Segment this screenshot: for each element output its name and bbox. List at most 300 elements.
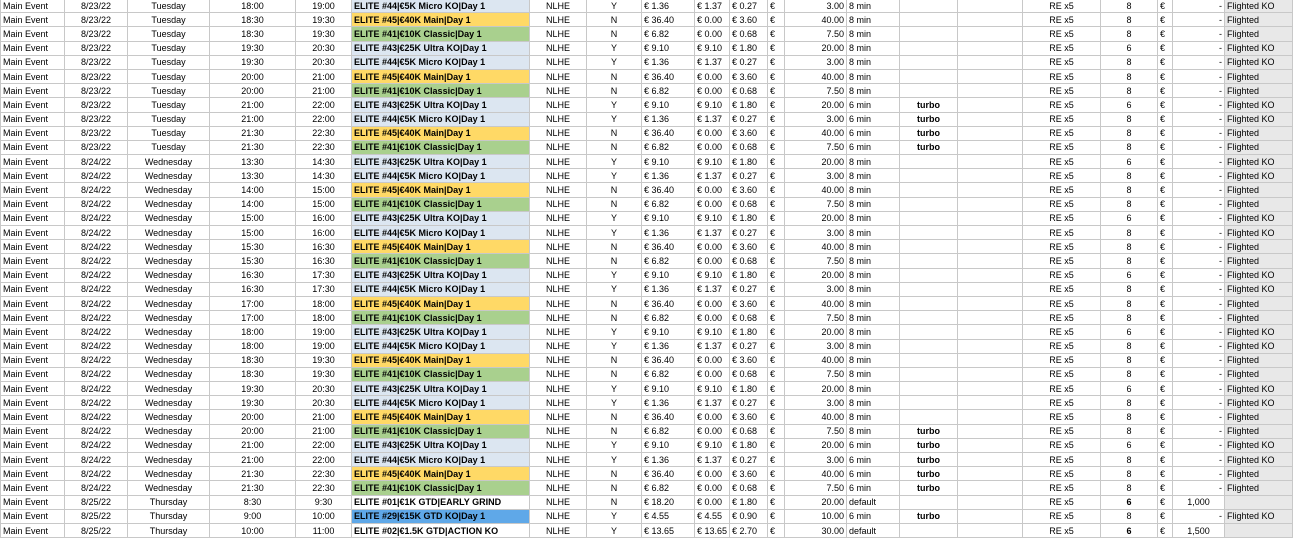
category-cell[interactable]: Main Event xyxy=(1,509,65,523)
prize-cell[interactable]: 3.00 xyxy=(785,0,847,13)
type-cell[interactable]: Flighted KO xyxy=(1225,155,1293,169)
weekday-cell[interactable]: Thursday xyxy=(128,495,210,509)
fee-cell[interactable]: € 0.00 xyxy=(695,140,730,154)
reentry-flag-cell[interactable]: N xyxy=(587,495,642,509)
currency-cell[interactable]: € xyxy=(768,509,785,523)
fee-cell[interactable]: € 0.00 xyxy=(695,424,730,438)
reentry-cell[interactable]: RE x5 xyxy=(1023,27,1101,41)
currency-cell-2[interactable]: € xyxy=(1158,424,1173,438)
prize-cell[interactable]: 10.00 xyxy=(785,509,847,523)
end-time-cell[interactable]: 19:30 xyxy=(296,13,352,27)
bounty-cell[interactable]: € 0.27 xyxy=(730,453,768,467)
reentry-cell[interactable]: RE x5 xyxy=(1023,0,1101,13)
reentry-cell[interactable]: RE x5 xyxy=(1023,339,1101,353)
start-time-cell[interactable]: 15:00 xyxy=(210,211,296,225)
game-cell[interactable]: NLHE xyxy=(530,98,587,112)
fee-cell[interactable]: € 0.00 xyxy=(695,481,730,495)
late-reg-cell[interactable]: 6 min xyxy=(847,467,900,481)
event-name-cell[interactable]: ELITE #41|€10K Classic|Day 1 xyxy=(352,197,530,211)
buyin-cell[interactable]: € 36.40 xyxy=(642,13,695,27)
late-reg-cell[interactable]: 8 min xyxy=(847,311,900,325)
fee-cell[interactable]: € 0.00 xyxy=(695,467,730,481)
blank-cell[interactable] xyxy=(958,240,1023,254)
buyin-cell[interactable]: € 36.40 xyxy=(642,353,695,367)
event-name-cell[interactable]: ELITE #45|€40K Main|Day 1 xyxy=(352,183,530,197)
end-time-cell[interactable]: 19:30 xyxy=(296,367,352,381)
blank-cell[interactable] xyxy=(958,410,1023,424)
start-time-cell[interactable]: 18:30 xyxy=(210,353,296,367)
end-time-cell[interactable]: 22:00 xyxy=(296,453,352,467)
seats-cell[interactable]: 6 xyxy=(1101,438,1158,452)
game-cell[interactable]: NLHE xyxy=(530,424,587,438)
type-cell[interactable]: Flighted KO xyxy=(1225,112,1293,126)
late-reg-cell[interactable]: default xyxy=(847,523,900,537)
buyin-cell[interactable]: € 1.36 xyxy=(642,112,695,126)
buyin-cell[interactable]: € 6.82 xyxy=(642,311,695,325)
blank-cell[interactable] xyxy=(958,495,1023,509)
event-name-cell[interactable]: ELITE #45|€40K Main|Day 1 xyxy=(352,69,530,83)
start-time-cell[interactable]: 18:00 xyxy=(210,0,296,13)
start-time-cell[interactable]: 18:30 xyxy=(210,27,296,41)
currency-cell-2[interactable]: € xyxy=(1158,382,1173,396)
reentry-flag-cell[interactable]: Y xyxy=(587,98,642,112)
prize-cell[interactable]: 40.00 xyxy=(785,410,847,424)
game-cell[interactable]: NLHE xyxy=(530,226,587,240)
currency-cell-2[interactable]: € xyxy=(1158,509,1173,523)
fee-cell[interactable]: € 0.00 xyxy=(695,311,730,325)
guarantee-cell[interactable]: - xyxy=(1173,339,1225,353)
buyin-cell[interactable]: € 6.82 xyxy=(642,197,695,211)
reentry-flag-cell[interactable]: Y xyxy=(587,226,642,240)
currency-cell[interactable]: € xyxy=(768,183,785,197)
guarantee-cell[interactable]: - xyxy=(1173,155,1225,169)
weekday-cell[interactable]: Tuesday xyxy=(128,112,210,126)
category-cell[interactable]: Main Event xyxy=(1,0,65,13)
reentry-flag-cell[interactable]: N xyxy=(587,240,642,254)
speed-cell[interactable] xyxy=(900,311,958,325)
bounty-cell[interactable]: € 0.68 xyxy=(730,424,768,438)
category-cell[interactable]: Main Event xyxy=(1,367,65,381)
currency-cell[interactable]: € xyxy=(768,112,785,126)
start-time-cell[interactable]: 14:00 xyxy=(210,197,296,211)
buyin-cell[interactable]: € 6.82 xyxy=(642,84,695,98)
reentry-flag-cell[interactable]: N xyxy=(587,183,642,197)
type-cell[interactable]: Flighted xyxy=(1225,424,1293,438)
type-cell[interactable]: Flighted xyxy=(1225,84,1293,98)
prize-cell[interactable]: 20.00 xyxy=(785,382,847,396)
end-time-cell[interactable]: 20:30 xyxy=(296,55,352,69)
game-cell[interactable]: NLHE xyxy=(530,240,587,254)
late-reg-cell[interactable]: 6 min xyxy=(847,112,900,126)
buyin-cell[interactable]: € 1.36 xyxy=(642,55,695,69)
blank-cell[interactable] xyxy=(958,140,1023,154)
currency-cell-2[interactable]: € xyxy=(1158,183,1173,197)
guarantee-cell[interactable]: - xyxy=(1173,396,1225,410)
type-cell[interactable]: Flighted KO xyxy=(1225,382,1293,396)
currency-cell-2[interactable]: € xyxy=(1158,325,1173,339)
start-time-cell[interactable]: 16:30 xyxy=(210,268,296,282)
late-reg-cell[interactable]: 6 min xyxy=(847,509,900,523)
late-reg-cell[interactable]: 8 min xyxy=(847,382,900,396)
category-cell[interactable]: Main Event xyxy=(1,424,65,438)
late-reg-cell[interactable]: 8 min xyxy=(847,197,900,211)
bounty-cell[interactable]: € 3.60 xyxy=(730,240,768,254)
weekday-cell[interactable]: Wednesday xyxy=(128,382,210,396)
reentry-cell[interactable]: RE x5 xyxy=(1023,69,1101,83)
bounty-cell[interactable]: € 3.60 xyxy=(730,69,768,83)
guarantee-cell[interactable]: - xyxy=(1173,84,1225,98)
end-time-cell[interactable]: 16:00 xyxy=(296,226,352,240)
guarantee-cell[interactable]: - xyxy=(1173,211,1225,225)
prize-cell[interactable]: 7.50 xyxy=(785,84,847,98)
buyin-cell[interactable]: € 9.10 xyxy=(642,325,695,339)
weekday-cell[interactable]: Wednesday xyxy=(128,410,210,424)
buyin-cell[interactable]: € 9.10 xyxy=(642,268,695,282)
bounty-cell[interactable]: € 0.68 xyxy=(730,481,768,495)
currency-cell[interactable]: € xyxy=(768,467,785,481)
currency-cell[interactable]: € xyxy=(768,27,785,41)
table-row[interactable] xyxy=(1,84,1293,98)
date-cell[interactable]: 8/23/22 xyxy=(65,140,128,154)
guarantee-cell[interactable]: - xyxy=(1173,197,1225,211)
date-cell[interactable]: 8/24/22 xyxy=(65,339,128,353)
type-cell[interactable]: Flighted xyxy=(1225,311,1293,325)
type-cell[interactable]: Flighted xyxy=(1225,27,1293,41)
event-name-cell[interactable]: ELITE #45|€40K Main|Day 1 xyxy=(352,240,530,254)
reentry-flag-cell[interactable]: N xyxy=(587,197,642,211)
reentry-flag-cell[interactable]: Y xyxy=(587,169,642,183)
currency-cell[interactable]: € xyxy=(768,140,785,154)
buyin-cell[interactable]: € 36.40 xyxy=(642,410,695,424)
bounty-cell[interactable]: € 3.60 xyxy=(730,467,768,481)
type-cell[interactable]: Flighted xyxy=(1225,254,1293,268)
end-time-cell[interactable]: 20:30 xyxy=(296,41,352,55)
category-cell[interactable]: Main Event xyxy=(1,55,65,69)
game-cell[interactable]: NLHE xyxy=(530,169,587,183)
fee-cell[interactable]: € 1.37 xyxy=(695,55,730,69)
reentry-cell[interactable]: RE x5 xyxy=(1023,55,1101,69)
blank-cell[interactable] xyxy=(958,55,1023,69)
guarantee-cell[interactable]: - xyxy=(1173,438,1225,452)
blank-cell[interactable] xyxy=(958,438,1023,452)
reentry-flag-cell[interactable]: N xyxy=(587,254,642,268)
fee-cell[interactable]: € 0.00 xyxy=(695,495,730,509)
blank-cell[interactable] xyxy=(958,481,1023,495)
late-reg-cell[interactable]: 6 min xyxy=(847,98,900,112)
buyin-cell[interactable]: € 1.36 xyxy=(642,0,695,13)
reentry-cell[interactable]: RE x5 xyxy=(1023,296,1101,310)
late-reg-cell[interactable]: 8 min xyxy=(847,13,900,27)
category-cell[interactable]: Main Event xyxy=(1,183,65,197)
reentry-cell[interactable]: RE x5 xyxy=(1023,155,1101,169)
bounty-cell[interactable]: € 1.80 xyxy=(730,495,768,509)
fee-cell[interactable]: € 9.10 xyxy=(695,41,730,55)
prize-cell[interactable]: 3.00 xyxy=(785,453,847,467)
prize-cell[interactable]: 40.00 xyxy=(785,69,847,83)
late-reg-cell[interactable]: 8 min xyxy=(847,396,900,410)
late-reg-cell[interactable]: 8 min xyxy=(847,84,900,98)
event-name-cell[interactable]: ELITE #41|€10K Classic|Day 1 xyxy=(352,84,530,98)
speed-cell[interactable] xyxy=(900,495,958,509)
category-cell[interactable]: Main Event xyxy=(1,84,65,98)
event-name-cell[interactable]: ELITE #41|€10K Classic|Day 1 xyxy=(352,367,530,381)
currency-cell[interactable]: € xyxy=(768,424,785,438)
category-cell[interactable]: Main Event xyxy=(1,282,65,296)
table-row[interactable] xyxy=(1,509,1293,523)
reentry-flag-cell[interactable]: Y xyxy=(587,396,642,410)
date-cell[interactable]: 8/24/22 xyxy=(65,183,128,197)
game-cell[interactable]: NLHE xyxy=(530,126,587,140)
category-cell[interactable]: Main Event xyxy=(1,410,65,424)
weekday-cell[interactable]: Tuesday xyxy=(128,69,210,83)
end-time-cell[interactable]: 21:00 xyxy=(296,84,352,98)
end-time-cell[interactable]: 17:30 xyxy=(296,282,352,296)
guarantee-cell[interactable]: - xyxy=(1173,126,1225,140)
guarantee-cell[interactable]: - xyxy=(1173,226,1225,240)
seats-cell[interactable]: 8 xyxy=(1101,296,1158,310)
seats-cell[interactable]: 8 xyxy=(1101,197,1158,211)
weekday-cell[interactable]: Tuesday xyxy=(128,126,210,140)
currency-cell[interactable]: € xyxy=(768,410,785,424)
date-cell[interactable]: 8/24/22 xyxy=(65,268,128,282)
blank-cell[interactable] xyxy=(958,27,1023,41)
reentry-cell[interactable]: RE x5 xyxy=(1023,169,1101,183)
reentry-flag-cell[interactable]: Y xyxy=(587,382,642,396)
guarantee-cell[interactable]: - xyxy=(1173,55,1225,69)
weekday-cell[interactable]: Wednesday xyxy=(128,453,210,467)
guarantee-cell[interactable]: - xyxy=(1173,410,1225,424)
blank-cell[interactable] xyxy=(958,226,1023,240)
event-name-cell[interactable]: ELITE #01|€1K GTD|EARLY GRIND xyxy=(352,495,530,509)
date-cell[interactable]: 8/25/22 xyxy=(65,509,128,523)
weekday-cell[interactable]: Wednesday xyxy=(128,169,210,183)
guarantee-cell[interactable]: - xyxy=(1173,311,1225,325)
speed-cell[interactable] xyxy=(900,353,958,367)
bounty-cell[interactable]: € 0.27 xyxy=(730,55,768,69)
event-name-cell[interactable]: ELITE #44|€5K Micro KO|Day 1 xyxy=(352,112,530,126)
game-cell[interactable]: NLHE xyxy=(530,410,587,424)
prize-cell[interactable]: 20.00 xyxy=(785,41,847,55)
fee-cell[interactable]: € 9.10 xyxy=(695,382,730,396)
end-time-cell[interactable]: 22:30 xyxy=(296,126,352,140)
date-cell[interactable]: 8/24/22 xyxy=(65,353,128,367)
guarantee-cell[interactable]: - xyxy=(1173,0,1225,13)
category-cell[interactable]: Main Event xyxy=(1,523,65,537)
blank-cell[interactable] xyxy=(958,41,1023,55)
table-row[interactable] xyxy=(1,453,1293,467)
reentry-flag-cell[interactable]: Y xyxy=(587,523,642,537)
prize-cell[interactable]: 3.00 xyxy=(785,396,847,410)
type-cell[interactable]: Flighted xyxy=(1225,140,1293,154)
currency-cell[interactable]: € xyxy=(768,240,785,254)
end-time-cell[interactable]: 17:30 xyxy=(296,268,352,282)
buyin-cell[interactable]: € 6.82 xyxy=(642,424,695,438)
start-time-cell[interactable]: 14:00 xyxy=(210,183,296,197)
category-cell[interactable]: Main Event xyxy=(1,254,65,268)
start-time-cell[interactable]: 21:30 xyxy=(210,467,296,481)
currency-cell-2[interactable]: € xyxy=(1158,481,1173,495)
speed-cell[interactable]: turbo xyxy=(900,453,958,467)
prize-cell[interactable]: 40.00 xyxy=(785,353,847,367)
reentry-flag-cell[interactable]: N xyxy=(587,140,642,154)
reentry-cell[interactable]: RE x5 xyxy=(1023,353,1101,367)
buyin-cell[interactable]: € 9.10 xyxy=(642,211,695,225)
speed-cell[interactable] xyxy=(900,69,958,83)
seats-cell[interactable]: 6 xyxy=(1101,495,1158,509)
start-time-cell[interactable]: 15:30 xyxy=(210,254,296,268)
weekday-cell[interactable]: Wednesday xyxy=(128,282,210,296)
category-cell[interactable]: Main Event xyxy=(1,27,65,41)
start-time-cell[interactable]: 16:30 xyxy=(210,282,296,296)
fee-cell[interactable]: € 1.37 xyxy=(695,339,730,353)
seats-cell[interactable]: 8 xyxy=(1101,424,1158,438)
currency-cell-2[interactable]: € xyxy=(1158,410,1173,424)
type-cell[interactable]: Flighted xyxy=(1225,69,1293,83)
fee-cell[interactable]: € 1.37 xyxy=(695,0,730,13)
bounty-cell[interactable]: € 0.27 xyxy=(730,396,768,410)
game-cell[interactable]: NLHE xyxy=(530,311,587,325)
prize-cell[interactable]: 40.00 xyxy=(785,13,847,27)
reentry-flag-cell[interactable]: N xyxy=(587,410,642,424)
guarantee-cell[interactable]: - xyxy=(1173,453,1225,467)
currency-cell-2[interactable]: € xyxy=(1158,41,1173,55)
game-cell[interactable]: NLHE xyxy=(530,495,587,509)
guarantee-cell[interactable]: - xyxy=(1173,325,1225,339)
reentry-flag-cell[interactable]: N xyxy=(587,424,642,438)
table-row[interactable] xyxy=(1,382,1293,396)
event-name-cell[interactable]: ELITE #45|€40K Main|Day 1 xyxy=(352,13,530,27)
seats-cell[interactable]: 8 xyxy=(1101,126,1158,140)
end-time-cell[interactable]: 11:00 xyxy=(296,523,352,537)
table-row[interactable] xyxy=(1,211,1293,225)
start-time-cell[interactable]: 19:30 xyxy=(210,396,296,410)
speed-cell[interactable] xyxy=(900,296,958,310)
category-cell[interactable]: Main Event xyxy=(1,69,65,83)
type-cell[interactable]: Flighted KO xyxy=(1225,282,1293,296)
seats-cell[interactable]: 8 xyxy=(1101,282,1158,296)
currency-cell[interactable]: € xyxy=(768,495,785,509)
late-reg-cell[interactable]: 8 min xyxy=(847,240,900,254)
blank-cell[interactable] xyxy=(958,367,1023,381)
weekday-cell[interactable]: Wednesday xyxy=(128,296,210,310)
currency-cell[interactable]: € xyxy=(768,254,785,268)
seats-cell[interactable]: 8 xyxy=(1101,140,1158,154)
blank-cell[interactable] xyxy=(958,424,1023,438)
reentry-flag-cell[interactable]: N xyxy=(587,27,642,41)
prize-cell[interactable]: 40.00 xyxy=(785,467,847,481)
start-time-cell[interactable]: 20:00 xyxy=(210,69,296,83)
type-cell[interactable]: Flighted xyxy=(1225,240,1293,254)
event-name-cell[interactable]: ELITE #43|€25K Ultra KO|Day 1 xyxy=(352,382,530,396)
event-name-cell[interactable]: ELITE #45|€40K Main|Day 1 xyxy=(352,126,530,140)
reentry-cell[interactable]: RE x5 xyxy=(1023,240,1101,254)
reentry-flag-cell[interactable]: Y xyxy=(587,112,642,126)
prize-cell[interactable]: 7.50 xyxy=(785,424,847,438)
date-cell[interactable]: 8/23/22 xyxy=(65,27,128,41)
currency-cell[interactable]: € xyxy=(768,155,785,169)
event-name-cell[interactable]: ELITE #43|€25K Ultra KO|Day 1 xyxy=(352,98,530,112)
date-cell[interactable]: 8/23/22 xyxy=(65,0,128,13)
category-cell[interactable]: Main Event xyxy=(1,481,65,495)
table-row[interactable] xyxy=(1,41,1293,55)
late-reg-cell[interactable]: 8 min xyxy=(847,325,900,339)
event-name-cell[interactable]: ELITE #43|€25K Ultra KO|Day 1 xyxy=(352,325,530,339)
reentry-cell[interactable]: RE x5 xyxy=(1023,410,1101,424)
fee-cell[interactable]: € 9.10 xyxy=(695,438,730,452)
currency-cell[interactable]: € xyxy=(768,325,785,339)
currency-cell[interactable]: € xyxy=(768,98,785,112)
start-time-cell[interactable]: 20:00 xyxy=(210,410,296,424)
weekday-cell[interactable]: Tuesday xyxy=(128,41,210,55)
type-cell[interactable]: Flighted xyxy=(1225,183,1293,197)
start-time-cell[interactable]: 15:00 xyxy=(210,226,296,240)
blank-cell[interactable] xyxy=(958,523,1023,537)
start-time-cell[interactable]: 17:00 xyxy=(210,296,296,310)
weekday-cell[interactable]: Tuesday xyxy=(128,55,210,69)
prize-cell[interactable]: 3.00 xyxy=(785,282,847,296)
buyin-cell[interactable]: € 1.36 xyxy=(642,453,695,467)
speed-cell[interactable] xyxy=(900,282,958,296)
bounty-cell[interactable]: € 0.27 xyxy=(730,112,768,126)
late-reg-cell[interactable]: 6 min xyxy=(847,438,900,452)
bounty-cell[interactable]: € 1.80 xyxy=(730,382,768,396)
weekday-cell[interactable]: Wednesday xyxy=(128,467,210,481)
reentry-flag-cell[interactable]: Y xyxy=(587,268,642,282)
type-cell[interactable]: Flighted KO xyxy=(1225,339,1293,353)
speed-cell[interactable] xyxy=(900,27,958,41)
bounty-cell[interactable]: € 0.27 xyxy=(730,169,768,183)
late-reg-cell[interactable]: 8 min xyxy=(847,282,900,296)
end-time-cell[interactable]: 22:00 xyxy=(296,438,352,452)
type-cell[interactable]: Flighted KO xyxy=(1225,453,1293,467)
category-cell[interactable]: Main Event xyxy=(1,240,65,254)
game-cell[interactable]: NLHE xyxy=(530,69,587,83)
seats-cell[interactable]: 8 xyxy=(1101,169,1158,183)
type-cell[interactable]: Flighted xyxy=(1225,126,1293,140)
end-time-cell[interactable]: 14:30 xyxy=(296,155,352,169)
table-row[interactable] xyxy=(1,367,1293,381)
currency-cell-2[interactable]: € xyxy=(1158,211,1173,225)
table-row[interactable] xyxy=(1,13,1293,27)
table-row[interactable] xyxy=(1,282,1293,296)
date-cell[interactable]: 8/24/22 xyxy=(65,396,128,410)
fee-cell[interactable]: € 1.37 xyxy=(695,282,730,296)
game-cell[interactable]: NLHE xyxy=(530,481,587,495)
guarantee-cell[interactable]: - xyxy=(1173,69,1225,83)
bounty-cell[interactable]: € 3.60 xyxy=(730,410,768,424)
end-time-cell[interactable]: 18:00 xyxy=(296,296,352,310)
buyin-cell[interactable]: € 6.82 xyxy=(642,140,695,154)
bounty-cell[interactable]: € 3.60 xyxy=(730,13,768,27)
start-time-cell[interactable]: 20:00 xyxy=(210,84,296,98)
game-cell[interactable]: NLHE xyxy=(530,325,587,339)
type-cell[interactable]: Flighted KO xyxy=(1225,438,1293,452)
blank-cell[interactable] xyxy=(958,13,1023,27)
game-cell[interactable]: NLHE xyxy=(530,197,587,211)
table-row[interactable] xyxy=(1,325,1293,339)
weekday-cell[interactable]: Wednesday xyxy=(128,481,210,495)
date-cell[interactable]: 8/24/22 xyxy=(65,410,128,424)
start-time-cell[interactable]: 13:30 xyxy=(210,169,296,183)
date-cell[interactable]: 8/23/22 xyxy=(65,84,128,98)
speed-cell[interactable] xyxy=(900,226,958,240)
event-name-cell[interactable]: ELITE #43|€25K Ultra KO|Day 1 xyxy=(352,155,530,169)
table-row[interactable] xyxy=(1,55,1293,69)
prize-cell[interactable]: 7.50 xyxy=(785,140,847,154)
reentry-flag-cell[interactable]: N xyxy=(587,69,642,83)
buyin-cell[interactable]: € 18.20 xyxy=(642,495,695,509)
reentry-flag-cell[interactable]: Y xyxy=(587,509,642,523)
